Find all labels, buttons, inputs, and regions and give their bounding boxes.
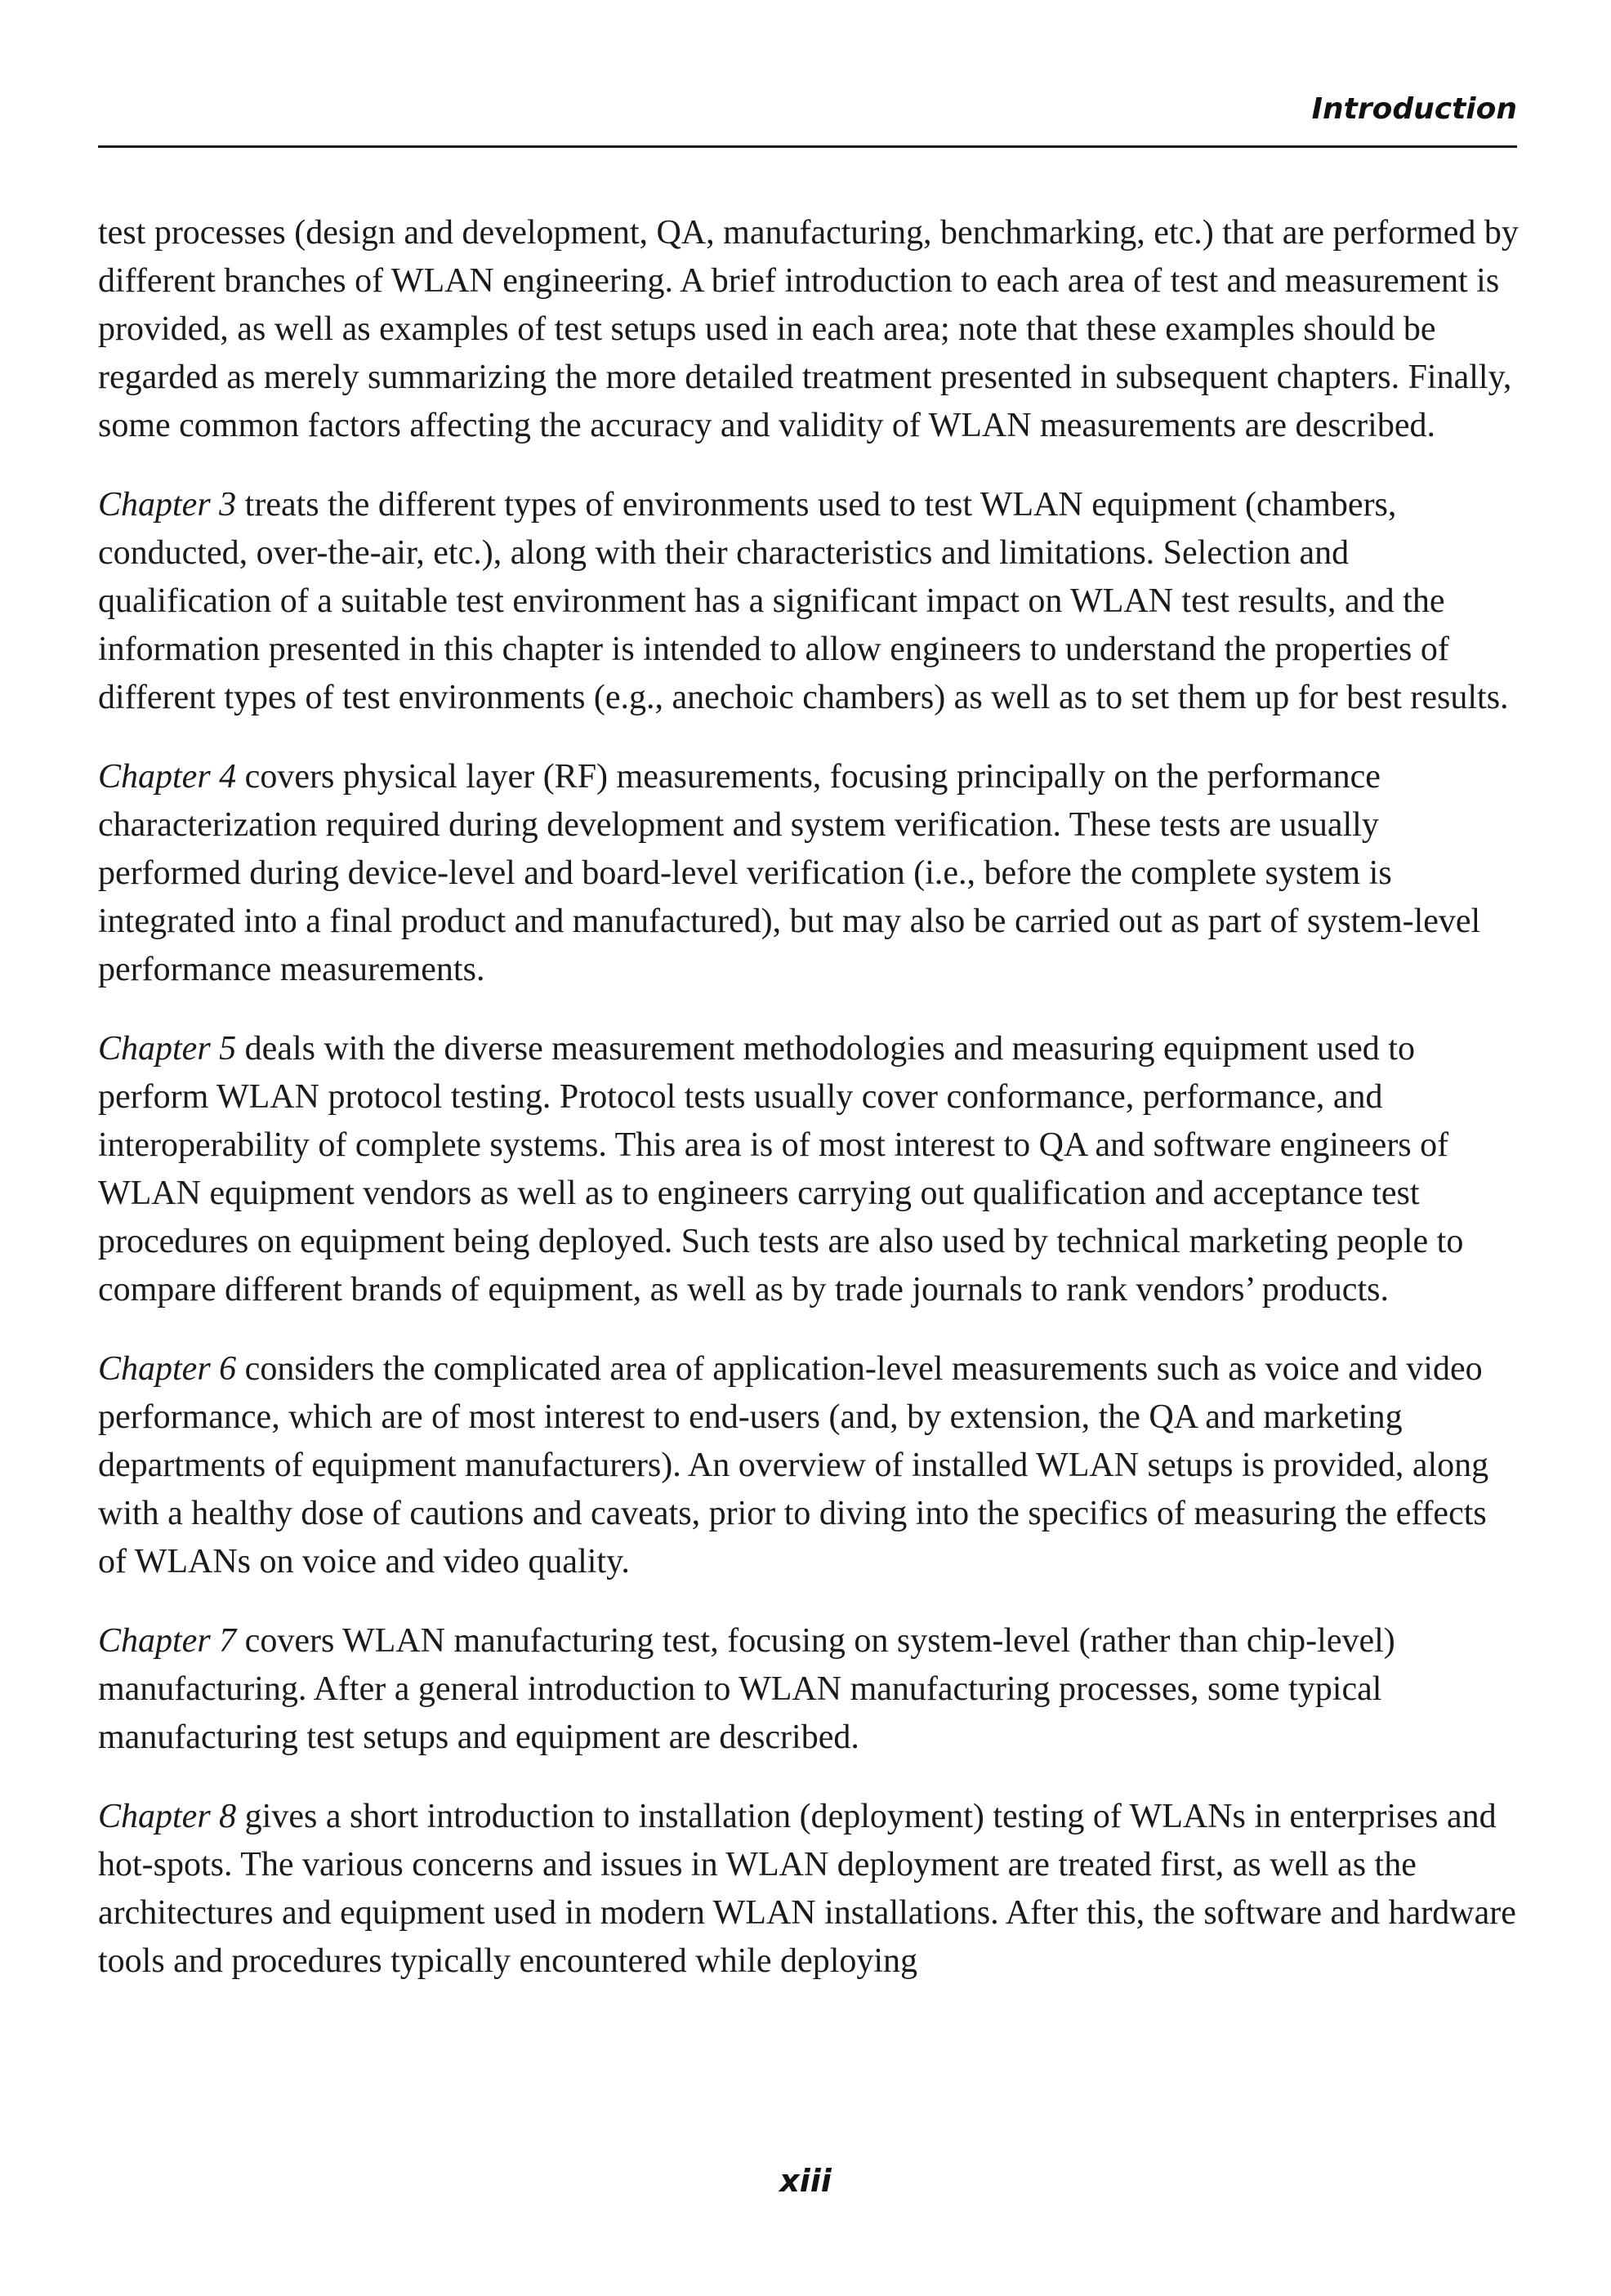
paragraph xyxy=(98,1025,1520,1314)
chapter-reference: Chapter 4 xyxy=(98,758,237,796)
paragraph xyxy=(98,1617,1520,1762)
chapter-reference: Chapter 8 xyxy=(98,1798,237,1835)
paragraph-text: deals with the diverse measurement methodologies and measuring equipment used to perform WLAN protocol testing. Protocol tests usually cover conformance, performance, and interoperability of complete systems. This area is of most interest to QA and software engineers of WLAN equipment vendors as well as to engineers carrying out qualification and acceptance test procedures on equipment being deployed. Such tests are also used by technical marketing people to compare different brands of equipment, as well as by trade journals to rank vendors’ products. xyxy=(98,1030,1464,1308)
chapter-reference: Chapter 3 xyxy=(98,486,237,524)
paragraph xyxy=(98,481,1520,722)
header-rule xyxy=(98,145,1517,148)
paragraph-text: covers physical layer (RF) measurements, focusing principally on the performance characterization required during development and system verification. These tests are usually performed during device-level and board-level verification (i.e., before the complete system is integrated into a final product and manufactured), but may also be carried out as part of system-level performance measurements. xyxy=(98,758,1481,988)
page-number: xiii xyxy=(779,2163,832,2199)
paragraph-text: treats the different types of environments used to test WLAN equipment (chambers, conducted, over-the-air, etc.), along with their characteristics and limitations. Selection and qualification of a suitable test environment has a significant impact on WLAN test results, and the information presented in this chapter is intended to allow engineers to understand the properties of different types of test environments (e.g., anechoic chambers) as well as to set them up for best results. xyxy=(98,486,1509,716)
paragraph xyxy=(98,209,1520,450)
paragraph-text: gives a short introduction to installation (deployment) testing of WLANs in enterprises and hot-spots. The various concerns and issues in WLAN deployment are treated first, as well as the architectures and equipment used in modern WLAN installations. After this, the software and hardware tools and procedures typically encountered while deploying xyxy=(98,1798,1516,1980)
paragraph-text: test processes (design and development, QA, manufacturing, benchmarking, etc.) that are performed by different branches of WLAN engineering. A brief introduction to each area of test and measurement is provided, as well as examples of test setups used in each area; note that these examples should be regarded as merely summarizing the more detailed treatment presented in subsequent chapters. Finally, some common factors affecting the accuracy and validity of WLAN measurements are described. xyxy=(98,214,1519,444)
paragraph xyxy=(98,1793,1520,1986)
paragraph-text: considers the complicated area of application-level measurements such as voice and video performance, which are of most interest to end-users (and, by extension, the QA and marketing departments of equipment manufacturers). An overview of installed WLAN setups is provided, along with a healthy dose of cautions and caveats, prior to diving into the specifics of measuring the effects of WLANs on voice and video quality. xyxy=(98,1350,1489,1580)
paragraph xyxy=(98,1345,1520,1586)
paragraph xyxy=(98,753,1520,994)
running-head-title: Introduction xyxy=(1311,92,1517,126)
paragraph-text: covers WLAN manufacturing test, focusing on system-level (rather than chip-level) manufacturing. After a general introduction to WLAN manufacturing processes, some typical manufacturing test setups and equipment are described. xyxy=(98,1622,1395,1756)
chapter-reference: Chapter 6 xyxy=(98,1350,237,1388)
chapter-reference: Chapter 5 xyxy=(98,1030,237,1068)
body-text xyxy=(98,209,1520,2017)
chapter-reference: Chapter 7 xyxy=(98,1622,237,1660)
